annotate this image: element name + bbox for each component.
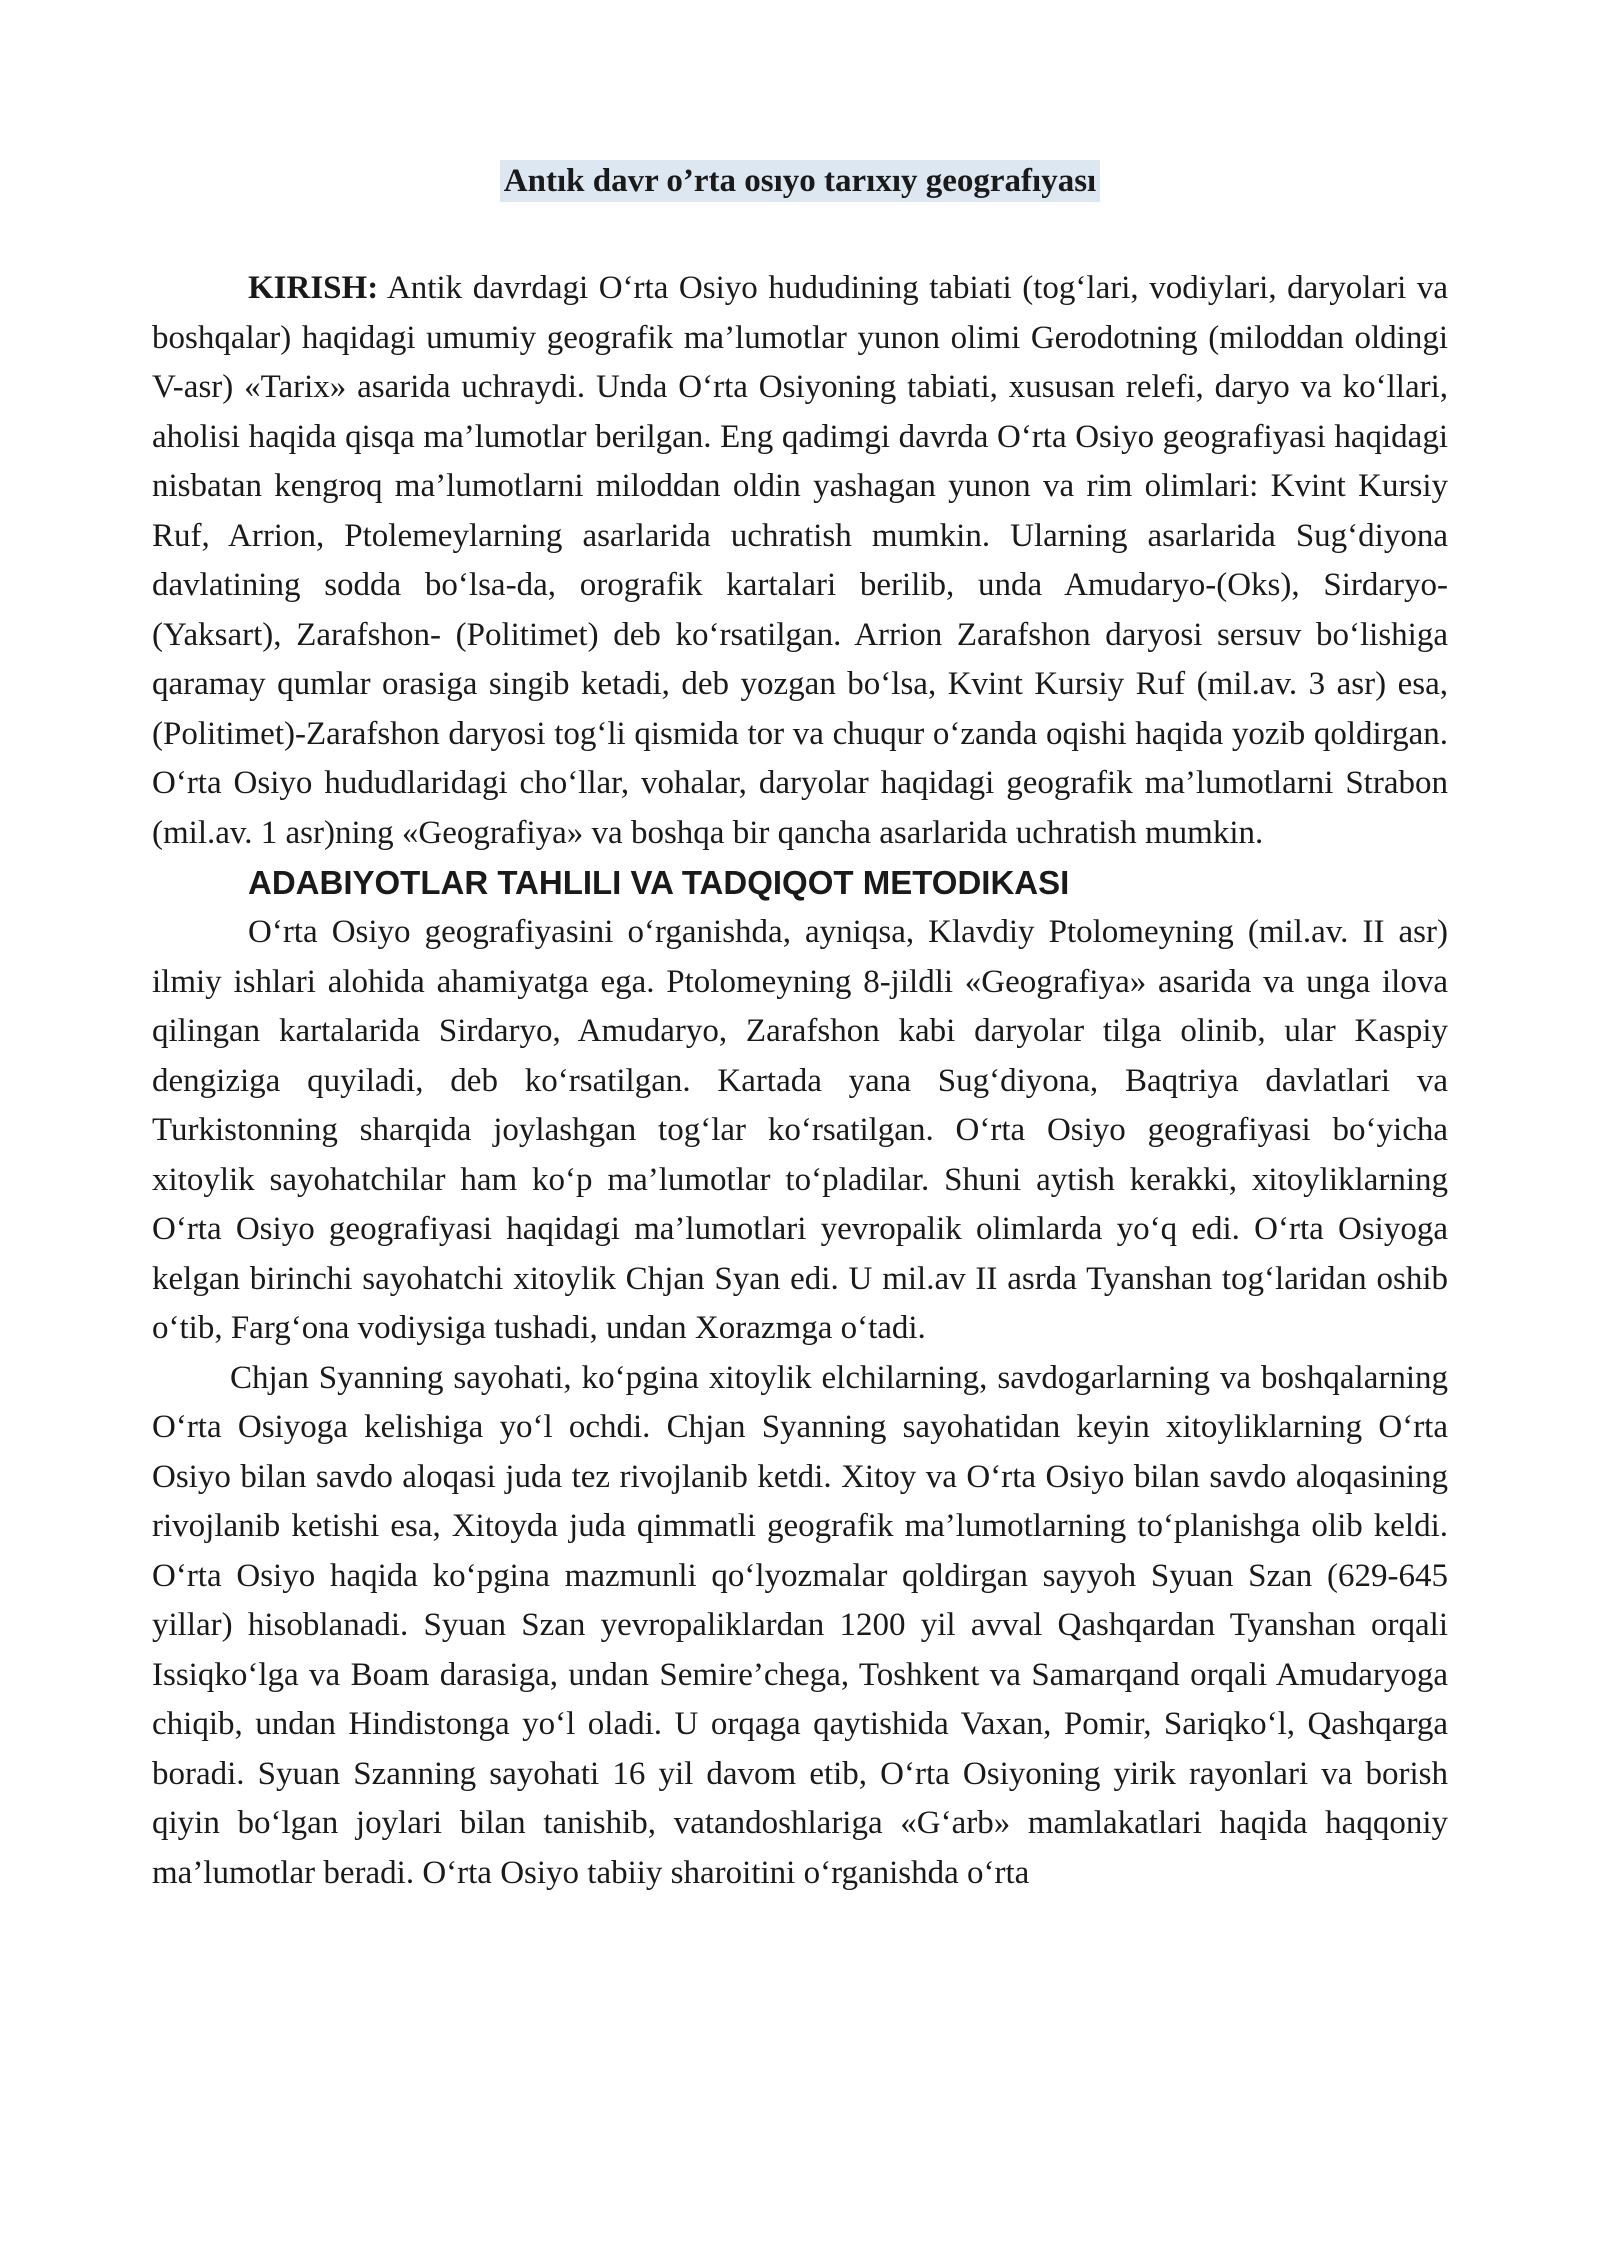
- document-page: [152, 160, 1448, 1898]
- document-title: Antık davr o’rta osıyo tarıxıy geografıyası: [500, 160, 1100, 202]
- intro-text: Antik davrdagi O‘rta Osiyo hududining tabiati (tog‘lari, vodiylari, daryolari va boshqalar) haqidagi umumiy geografik ma’lumotlar yunon olimi Gerodotning (miloddan oldingi V-asr) «Tarix» asarida uchraydi. Unda O‘rta Osiyoning tabiati, xususan relefi, daryo va ko‘llari, aholisi haqida qisqa ma’lumotlar berilgan. Eng qadimgi davrda O‘rta Osiyo geografiyasi haqidagi nisbatan kengroq ma’lumotlarni miloddan oldin yashagan yunon va rim olimlari: Kvint Kursiy Ruf, Arrion, Ptolemeylarning asarlarida uchratish mumkin. Ularning asarlarida Sug‘diyona davlatining sodda bo‘lsa-da, orografik kartalari berilib, unda Amudaryo-(Oks), Sirdaryo-(Yaksart), Zarafshon- (Politimet) deb ko‘rsatilgan. Arrion Zarafshon daryosi sersuv bo‘lishiga qaramay qumlar orasiga singib ketadi, deb yozgan bo‘lsa, Kvint Kursiy Ruf (mil.av. 3 asr) esa, (Politimet)-Zarafshon daryosi tog‘li qismida tor va chuqur o‘zanda oqishi haqida yozib qoldirgan. O‘rta Osiyo hududlaridagi cho‘llar, vohalar, daryolar haqidagi geografik ma’lumotlarni Strabon (mil.av. 1 asr)ning «Geografiya» va boshqa bir qancha asarlarida uchratish mumkin.: [152, 270, 1448, 851]
- title-wrapper: [152, 160, 1448, 202]
- paragraph-ptolemy: O‘rta Osiyo geografiyasini o‘rganishda, ayniqsa, Klavdiy Ptolomeyning (mil.av. II asr) ilmiy ishlari alohida ahamiyatga ega. Ptolomeyning 8-jildli «Geografiya» asarida va unga ilova qilingan kartalarida Sirdaryo, Amudaryo, Zarafshon kabi daryolar tilga olinib, ular Kaspiy dengiziga quyiladi, deb ko‘rsatilgan. Kartada yana Sug‘diyona, Baqtriya davlatlari va Turkistonning sharqida joylashgan tog‘lar ko‘rsatilgan. O‘rta Osiyo geografiyasi bo‘yicha xitoylik sayohatchilar ham ko‘p ma’lumotlar to‘pladilar. Shuni aytish kerakki, xitoyliklarning O‘rta Osiyo geografiyasi haqidagi ma’lumotlari yevropalik olimlarda yo‘q edi. O‘rta Osiyoga kelgan birinchi sayohatchi xitoylik Chjan Syan edi. U mil.av II asrda Tyanshan tog‘laridan oshib o‘tib, Farg‘ona vodiysiga tushadi, undan Xorazmga o‘tadi.: [152, 914, 1448, 1346]
- section-heading: ADABIYOTLAR TAHLILI VA TADQIQOT METODIKASI: [248, 864, 1070, 901]
- intro-lead: KIRISH:: [248, 270, 379, 306]
- paragraph-chjan-syan: Chjan Syanning sayohati, ko‘pgina xitoylik elchilarning, savdogarlarning va boshqalarning O‘rta Osiyoga kelishiga yo‘l ochdi. Chjan Syanning sayohatidan keyin xitoyliklarning O‘rta Osiyo bilan savdo aloqasi juda tez rivojlanib ketdi. Xitoy va O‘rta Osiyo bilan savdo aloqasining rivojlanib ketishi esa, Xitoyda juda qimmatli geografik ma’lumotlarning to‘planishga olib keldi. O‘rta Osiyo haqida ko‘pgina mazmunli qo‘lyozmalar qoldirgan sayyoh Syuan Szan (629-645 yillar) hisoblanadi. Syuan Szan yevropaliklardan 1200 yil avval Qashqardan Tyanshan orqali Issiqko‘lga va Boam darasiga, undan Semire’chega, Toshkent va Samarqand orqali Amudaryoga chiqib, undan Hindistonga yo‘l oladi. U orqaga qaytishida Vaxan, Pomir, Sariqko‘l, Qashqarga boradi. Syuan Szanning sayohati 16 yil davom etib, O‘rta Osiyoning yirik rayonlari va borish qiyin bo‘lgan joylari bilan tanishib, vatandoshlariga «G‘arb» mamlakatlari haqida haqqoniy ma’lumotlar beradi. O‘rta Osiyo tabiiy sharoitini o‘rganishda o‘rta: [152, 1359, 1448, 1891]
- intro-paragraph: [152, 264, 1448, 858]
